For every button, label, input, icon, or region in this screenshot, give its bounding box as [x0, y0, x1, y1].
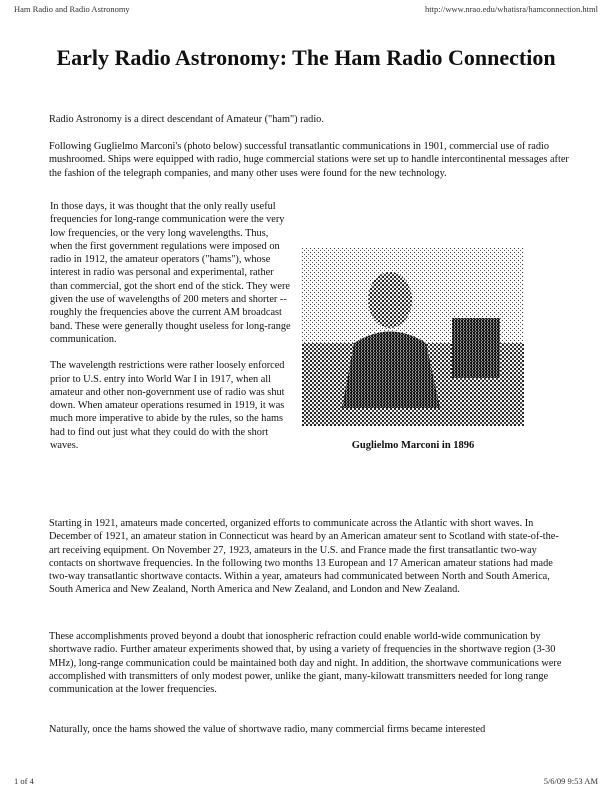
article-title: Early Radio Astronomy: The Ham Radio Connection	[56, 45, 556, 70]
header-page-title: Ham Radio and Radio Astronomy	[14, 4, 130, 14]
paragraph-intro: Radio Astronomy is a direct descendant of Amateur ("ham") radio.	[49, 114, 324, 125]
footer-page-count: 1 of 4	[14, 776, 34, 786]
photo-head	[368, 272, 412, 328]
photo-table	[442, 378, 512, 408]
paragraph-wavelength-restrictions: The wavelength restrictions were rather loosely enforced prior to U.S. entry into World War I in 1917, when all amateur and other non-government use of radio was shut down. When amateur operations resumed in 1919, it was much more imperative to abide by the rules, so the hams had to find out just what they could do with the short waves.	[50, 360, 285, 452]
paragraph-ionospheric: These accomplishments proved beyond a doubt that ionospheric refraction could enable world-wide communication by shortwave radio. Further amateur experiments showed that, by using a variety of frequencies in the shortwave region (3-30 MHz), long-range communication could be maintained both day and night. In addition, the shortwave communications were accomplished with transmitters of only modest power, unlike the giant, many-kilowatt transmitters needed for long range communication at the lower frequencies.	[49, 631, 562, 696]
paragraph-transatlantic: Starting in 1921, amateurs made concerted, organized efforts to communicate across the Atlantic with short waves. In December of 1921, an amateur station in Connecticut was heard by an American amateur sent to Scotland with state-of-the-art receiving equipment. On November 27, 1923, amateurs in the U.S. and France made the first transatlantic two-way contacts on shortwave frequencies. In the following two months 13 European and 17 American amateur stations had made two-way transatlantic shortwave contacts. Within a year, amateurs had communicated between North and South America, South America and New Zealand, North America and New Zealand, and London and New Zealand.	[49, 518, 559, 596]
photo-apparatus	[452, 318, 500, 378]
page-header	[14, 4, 598, 16]
paragraph-marconi: Following Guglielmo Marconi's (photo below) successful transatlantic communications in 1901, commercial use of radio mushroomed. Ships were equipped with radio, huge commercial stations were set up to handle intercontinental messages after the fashion of the telegraph companies, and many other uses were found for the new technology.	[49, 141, 569, 179]
marconi-photo	[302, 248, 524, 426]
footer-timestamp: 5/6/09 9:53 AM	[543, 776, 598, 786]
paragraph-commercial: Naturally, once the hams showed the value of shortwave radio, many commercial firms became interested	[49, 724, 486, 735]
header-url[interactable]: http://www.nrao.edu/whatisra/hamconnection.html	[425, 4, 598, 14]
page-footer	[14, 776, 598, 788]
paragraph-frequencies: In those days, it was thought that the only really useful frequencies for long-range communication were the very low frequencies, or the very long wavelengths. Thus, when the first government regulations were imposed on radio in 1912, the amateur operators ("hams"), whose interest in radio was personal and experimental, rather than commercial, got the short end of the stick. They were given the use of wavelengths of 200 meters and shorter -- roughly the frequencies above the current AM broadcast band. These were generally thought useless for long-range communication.	[50, 201, 291, 345]
left-column	[50, 200, 292, 465]
photo-body	[342, 332, 440, 409]
photo-caption: Guglielmo Marconi in 1896	[351, 440, 475, 451]
